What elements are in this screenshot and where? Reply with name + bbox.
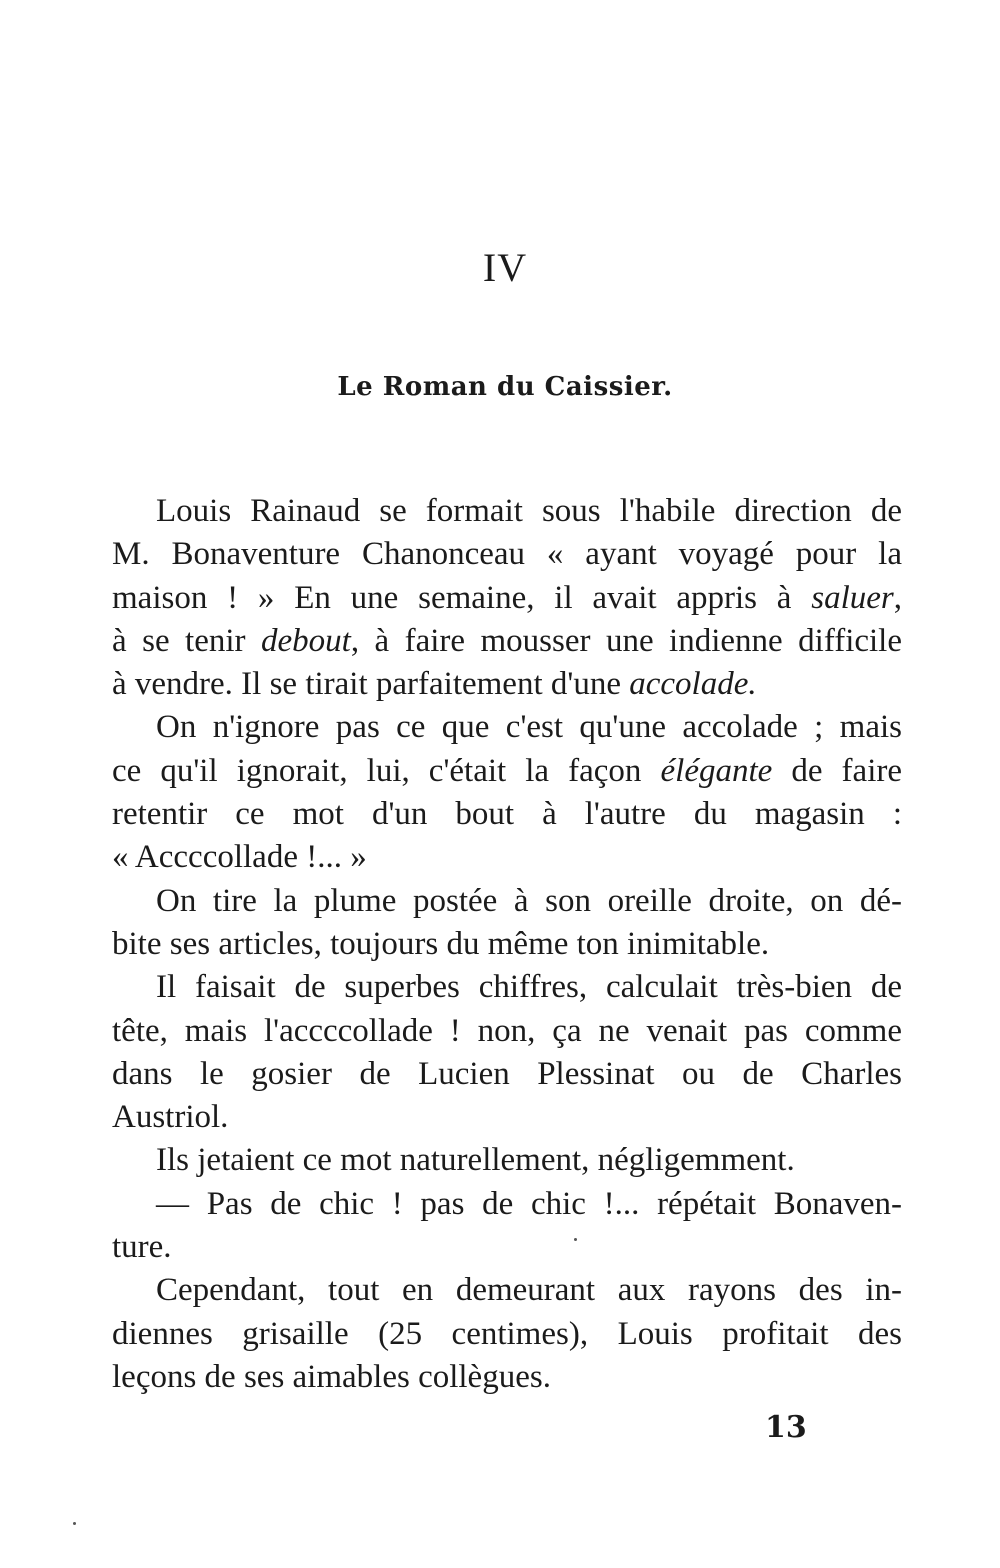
paper-speck (574, 1238, 577, 1241)
text-line: tête, mais l'accccollade ! non, ça ne venait pas comme (112, 1012, 902, 1049)
text-line: ce qu'il ignorait, lui, c'était la façon élégante de faire (112, 752, 902, 789)
text-line: On n'ignore pas ce que c'est qu'une accolade ; mais (156, 709, 902, 746)
emphasis-text: debout (260, 622, 351, 659)
text-line: Austriol. (112, 1099, 229, 1136)
text-line: Cependant, tout en demeurant aux rayons des in- (156, 1272, 902, 1309)
text-line: — Pas de chic ! pas de chic !... répétait Bonaven- (156, 1185, 902, 1222)
paragraph (112, 490, 902, 706)
emphasis-text: saluer (811, 579, 894, 616)
paragraph (112, 880, 902, 967)
text-line: à se tenir debout, à faire mousser une indienne difficile (112, 622, 902, 659)
body-text (112, 490, 902, 1399)
text-line: Ils jetaient ce mot naturellement, négligemment. (156, 1142, 795, 1179)
chapter-number: IV (482, 245, 528, 290)
text-line: M. Bonaventure Chanonceau « ayant voyagé pour la (112, 536, 902, 573)
text-line: dans le gosier de Lucien Plessinat ou de Charles (112, 1055, 902, 1092)
paragraph (112, 1139, 902, 1182)
text-line: à vendre. Il se tirait parfaitement d'une accolade. (112, 666, 757, 703)
paragraph (112, 1183, 902, 1270)
chapter-title: Le Roman du Caissier. (337, 372, 673, 402)
emphasis-text: élégante (660, 752, 773, 789)
text-line: ture. (112, 1229, 172, 1266)
paragraph (112, 966, 902, 1139)
page-number: 13 (765, 1410, 807, 1445)
text-line: maison ! » En une semaine, il avait appris à saluer, (112, 579, 902, 616)
paragraph (112, 1269, 902, 1399)
text-line: diennes grisaille (25 centimes), Louis profitait des (112, 1315, 902, 1352)
text-line: On tire la plume postée à son oreille droite, on dé- (156, 882, 902, 919)
text-line: retentir ce mot d'un bout à l'autre du magasin : (112, 796, 902, 833)
text-line: bite ses articles, toujours du même ton inimitable. (112, 925, 770, 962)
paper-speck (73, 1522, 76, 1525)
emphasis-text: accolade. (629, 666, 757, 703)
text-line: leçons de ses aimables collègues. (112, 1358, 551, 1395)
paragraph (112, 706, 902, 879)
text-line: Louis Rainaud se formait sous l'habile direction de (156, 493, 902, 529)
text-line: « Accccollade !... » (112, 839, 367, 876)
text-line: Il faisait de superbes chiffres, calculait très-bien de (156, 969, 902, 1006)
